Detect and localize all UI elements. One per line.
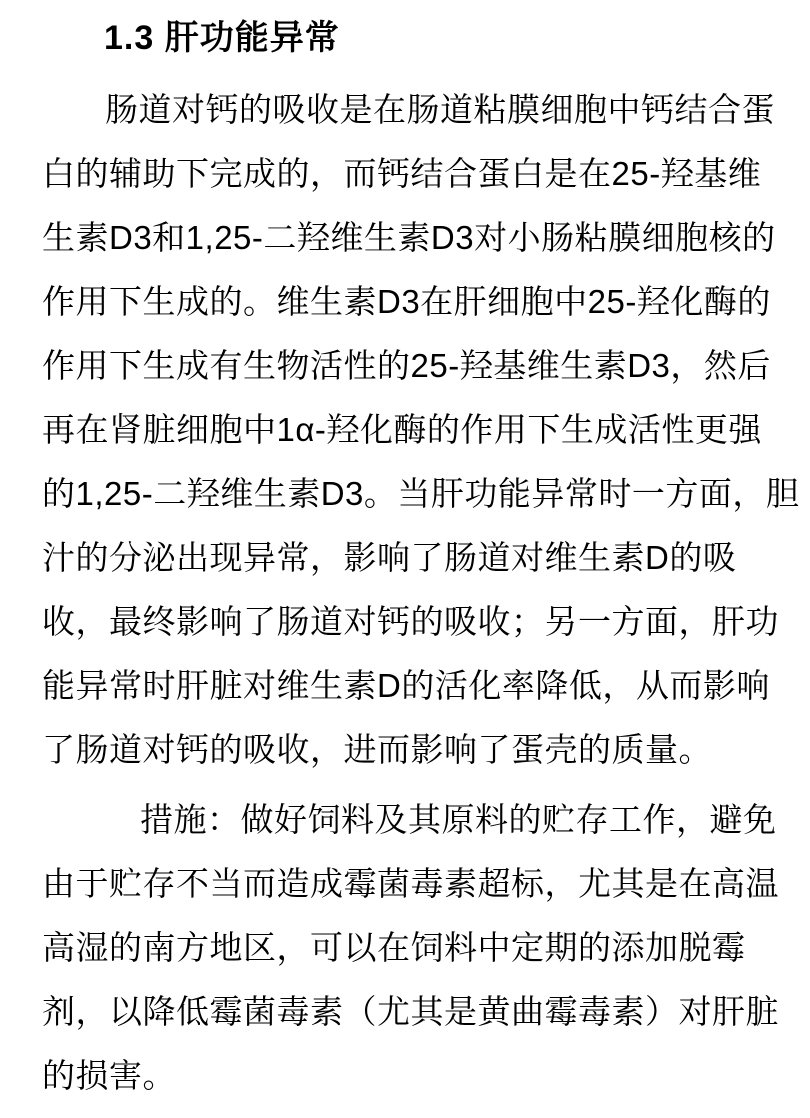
text-line: 能异常时肝脏对维生素D的活化率降低，从而影响 (42, 667, 770, 704)
text-line: 了肠道对钙的吸收，进而影响了蛋壳的质量。 (42, 731, 712, 768)
text-line: 剂，以降低霉菌毒素（尤其是黄曲霉毒素）对肝脏 (42, 993, 779, 1030)
text-line: 生素D3和1,25-二羟维生素D3对小肠粘膜细胞核的 (42, 219, 776, 256)
text-line: 作用下生成的。维生素D3在肝细胞中25-羟化酶的 (42, 283, 771, 320)
text-line: 高湿的南方地区，可以在饲料中定期的添加脱霉 (42, 929, 746, 966)
text-line: 由于贮存不当而造成霉菌毒素超标，尤其是在高温 (42, 865, 779, 902)
paragraph-measures (42, 788, 779, 1108)
section-heading: 1.3 肝功能异常 (104, 19, 340, 57)
text-line: 的1,25-二羟维生素D3。当肝功能异常时一方面，胆 (42, 475, 800, 512)
text-line: 的损害。 (42, 1057, 176, 1094)
text-line: 汁的分泌出现异常，影响了肠道对维生素D的吸 (42, 539, 737, 576)
paragraph-body (42, 78, 800, 782)
text-line: 肠道对钙的吸收是在肠道粘膜细胞中钙结合蛋 (105, 91, 775, 128)
text-line: 白的辅助下完成的，而钙结合蛋白是在25-羟基维 (42, 155, 762, 192)
text-line: 作用下生成有生物活性的25-羟基维生素D3，然后 (42, 347, 771, 384)
text-line: 措施：做好饲料及其原料的贮存工作，避免 (140, 801, 777, 838)
text-line: 收，最终影响了肠道对钙的吸收；另一方面，肝功 (42, 603, 779, 640)
text-line: 再在肾脏细胞中1α-羟化酶的作用下生成活性更强 (42, 411, 762, 448)
